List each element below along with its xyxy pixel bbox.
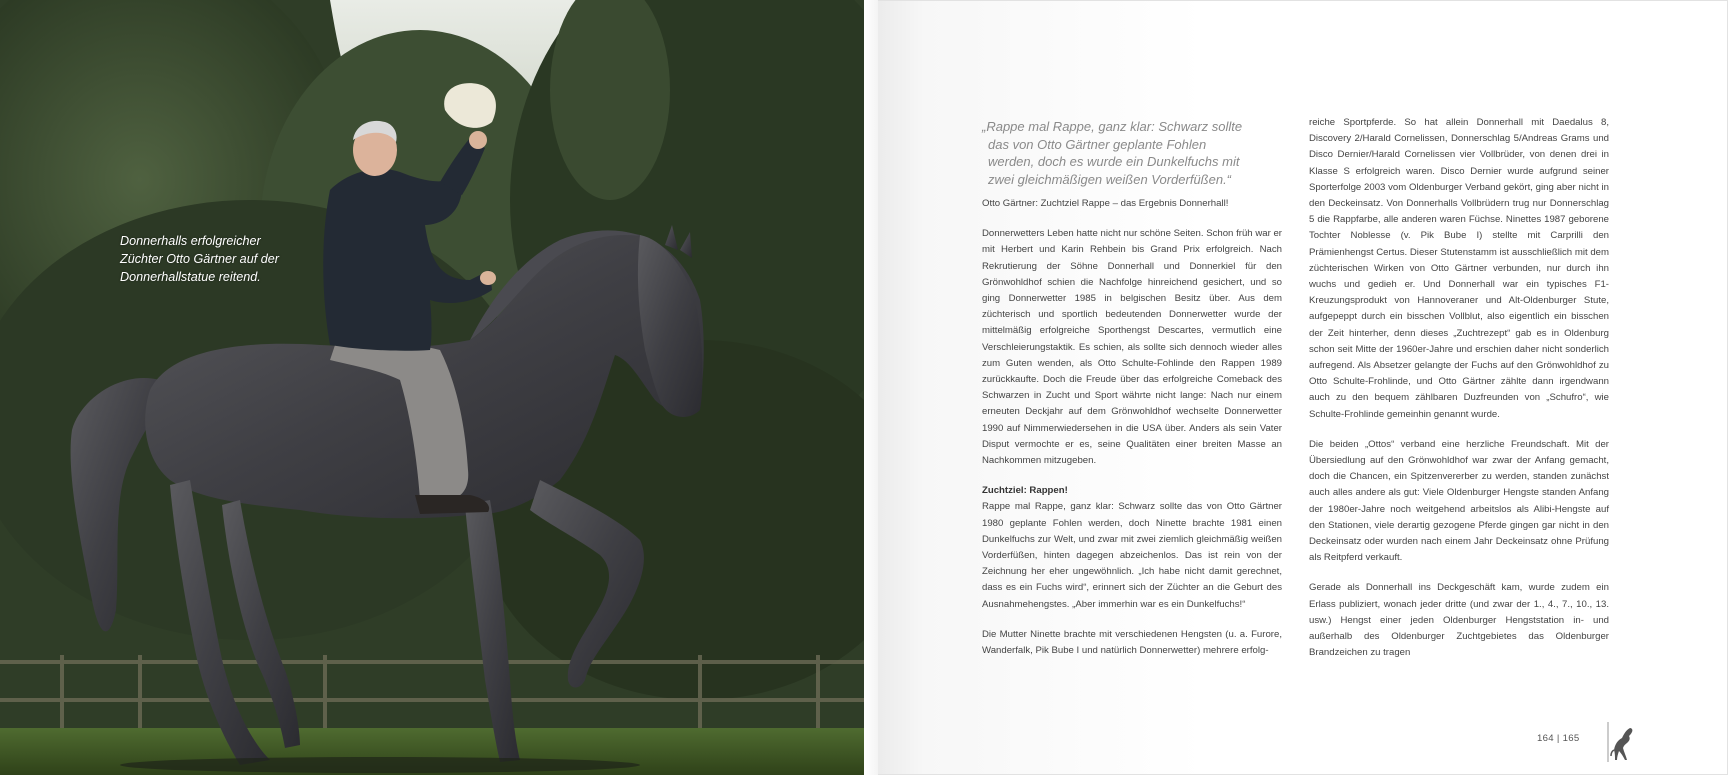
pull-quote [982, 118, 1282, 188]
caption-line-1: Donnerhalls erfolgreicher [120, 234, 261, 248]
paragraph-2: Rappe mal Rappe, ganz klar: Schwarz sollte das von Otto Gärtner 1980 geplante Fohlen werden, doch Ninette brachte 1981 einen Dunkelfuchs zur Welt, und zwar mit zwei ziemlich gleichmäßig weißen Vorderfüßen, hinten dagegen abzeichenlos. Das ist rein von der Zeichnung her eher ungewöhnlich. „Ich habe nicht damit gerechnet, dass es ein Fuchs wird“, erinnert sich der Züchter an die Geburt des Ausnahmehengstes. „Aber immerhin war es ein Dunkelfuchs!“ [982, 501, 1282, 610]
paragraph-3: Die Mutter Ninette brachte mit verschiedenen Hengsten (u. a. Furore, Wanderfalk, Pik Bube I und natürlich Donnerwetter) mehrere erfolg- [982, 628, 1282, 657]
paragraph-1: Donnerwetters Leben hatte nicht nur schöne Seiten. Schon früh war er mit Herbert und Karin Rehbein bis Grand Prix erfolgreich. Nach Rekrutierung der Söhne Donnerhall und Donnerkiel für den Grönwohldhof schien die Nachfolge hinreichend gesichert, und so ging Donnerwetter 1985 in belgischen Besitz über. Aus dem züchterisch und sportlich bedeutenden Donnerwetter wurde der mittelmäßig erfolgreiche Sporthengst Descartes, vermutlich eine Verschleierungstaktik. Es schien, als sollte sich dennoch wieder alles zum Guten wenden, als Otto Schulte-Fohlinde den Rappen 1989 zurückkaufte. Doch die Freude über das erfolgreiche Comeback des Schwarzen in Zucht und Sport währte nicht lange: Nach nur einem erneuten Deckjahr auf dem Grönwohldhof wechselte Donnerwetter 1990 auf Nimmerwiedersehen in die USA über. Anders als sein Vater Disput vermochte er es, seine Qualitäten einer breiten Masse an Nachkommen mitzugeben. [982, 228, 1282, 467]
pull-quote-line-2: das von Otto Gärtner geplante Fohlen [988, 136, 1207, 152]
pull-quote-line-3: werden, doch es wurde ein Dunkelfuchs mit [988, 154, 1240, 169]
photo-caption [120, 232, 300, 286]
paragraph-6: Gerade als Donnerhall ins Deckgeschäft kam, wurde zudem ein Erlass publiziert, wonach jeder dritte (und zwar der 1., 4., 7., 10., 13. usw.) Hengst einer jeden Oldenburger Hengststation in- und außerhalb des Oldenburger Zuchtgebietes das Oldenburger Brandzeichen zu tragen [1309, 582, 1609, 659]
quote-byline: Otto Gärtner: Zuchtziel Rappe – das Ergebnis Donnerhall! [982, 198, 1229, 209]
text-column-right [1309, 115, 1609, 676]
caption-line-3: Donnerhallstatue reitend. [120, 270, 261, 284]
paragraph-5: Die beiden „Ottos“ verband eine herzliche Freundschaft. Mit der Übersiedlung auf den Grönwohldhof war zwar der Anfang gemacht, doch die Chancen, ein Spitzenvererber zu werden, standen zunächst auch alles andere als gut: Viele Oldenburger Hengste standen Anfang der 1980er-Jahre noch weitgehend arbeitslos als Alibi-Hengste auf den Stationen, viele derartig gezogene Pferde gingen gar nicht in den Deckeinsatz oder wurden nach einem Jahr Deckeinsatz ohne Prüfung als Reitpferd verkauft. [1309, 438, 1609, 564]
pull-quote-line-4: zwei gleichmäßigen weißen Vorderfüßen.“ [988, 171, 1232, 187]
text-column-left [982, 118, 1282, 673]
section-subhead: Zuchtziel: Rappen! [982, 485, 1068, 497]
paragraph-4: reiche Sportpferde. So hat allein Donnerhall mit Daedalus 8, Discovery 2/Harald Cornelissen, Donnerschlag 5/Andreas Grams und Disco Dernier/Harald Cornelissen vier Vollbrüder, von denen drei in Klasse S erfolgreich waren. Disco Dernier wurde aufgrund seiner Sporterfolge 2003 vom Oldenburger Verband gekört, ging aber nicht in den Deckeinsatz. Von Donnerhalls Vollbrüdern trug nur Donnerschlag 5 die Rappfarbe, alle anderen waren Füchse. Ninettes 1987 geborene Tochter Noblesse (v. Pik Bube I) stellte mit Carprilli den Prämienhengst Certus. Dieser Stutenstamm ist ausschließlich mit dem züchterischen Wirken von Otto Gärtner verbunden, nur durch ihn wuchs und gedieh er. Und Donnerhall war ein typisches F1-Kreuzungsprodukt von Hannoveraner und Alt-Oldenburger Stute, aufgepeppt durch ein bisschen Vollblut, also eigentlich ein bisschen der Zeit hinterher, denn dieses „Zuchtrezept“ gab es in Oldenburg schon seit Mitte der 1960er-Jahre und erschien daher nicht sonderlich aufregend. Als Absetzer gelangte der Fuchs auf den Grönwohldhof zu Otto Schulte-Frohlinde, und Otto Gärtner zählte dann irgendwann auch zu den bequem zählbaren Duzfreunden von „Schufro“, wie Schulte-Frohlinde gemeinhin genannt wurde. [1309, 117, 1609, 420]
page-numbers: 164 | 165 [1537, 733, 1580, 744]
pull-quote-line-1: „Rappe mal Rappe, ganz klar: Schwarz sollte [982, 119, 1243, 134]
text-page [864, 0, 1728, 775]
book-gutter [864, 0, 878, 775]
caption-line-2: Züchter Otto Gärtner auf der [120, 252, 279, 266]
rearing-horse-icon [1606, 720, 1636, 764]
